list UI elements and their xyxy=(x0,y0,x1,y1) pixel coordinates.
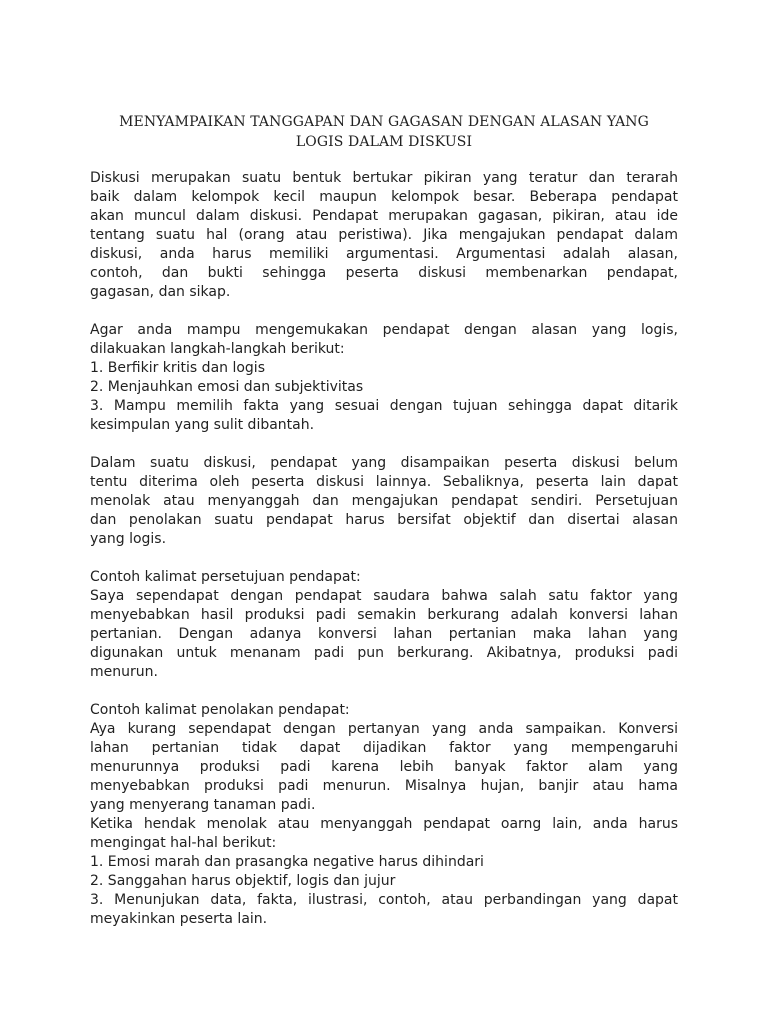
text-line: baik dalam kelompok kecil maupun kelompok besar. Beberapa pendapat xyxy=(90,189,678,205)
text-line: dan penolakan suatu pendapat harus bersifat objektif dan disertai alasan xyxy=(90,512,678,528)
text-line: 2. Sanggahan harus objektif, logis dan jujur xyxy=(90,873,396,889)
text-line: meyakinkan peserta lain. xyxy=(90,911,268,927)
text-line: Dalam suatu diskusi, pendapat yang disampaikan peserta diskusi belum xyxy=(90,455,678,471)
text-line: Agar anda mampu mengemukakan pendapat dengan alasan yang logis, xyxy=(90,322,678,338)
text-line: tentu diterima oleh peserta diskusi lainnya. Sebaliknya, peserta lain dapat xyxy=(90,474,678,490)
text-line: Ketika hendak menolak atau menyanggah pendapat oarng lain, anda harus xyxy=(90,816,678,832)
document-title xyxy=(90,112,678,152)
text-line: mengingat hal-hal berikut: xyxy=(90,835,277,851)
text-line: yang logis. xyxy=(90,531,167,547)
text-line: lahan pertanian tidak dapat dijadikan faktor yang mempengaruhi xyxy=(90,740,678,756)
text-line: Saya sependapat dengan pendapat saudara bahwa salah satu faktor yang xyxy=(90,588,678,604)
text-line: menyebabkan produksi padi menurun. Misalnya hujan, banjir atau hama xyxy=(90,778,678,794)
paragraph xyxy=(90,701,678,929)
text-line: digunakan untuk menanam padi pun berkurang. Akibatnya, produksi padi xyxy=(90,645,678,661)
text-line: Contoh kalimat persetujuan pendapat: xyxy=(90,569,361,585)
text-line: akan muncul dalam diskusi. Pendapat merupakan gagasan, pikiran, atau ide xyxy=(90,208,678,224)
title-line: LOGIS DALAM DISKUSI xyxy=(295,134,473,150)
text-line: menolak atau menyanggah dan mengajukan pendapat sendiri. Persetujuan xyxy=(90,493,678,509)
title-line: MENYAMPAIKAN TANGGAPAN DAN GAGASAN DENGAN ALASAN YANG xyxy=(119,114,649,130)
text-line: Contoh kalimat penolakan pendapat: xyxy=(90,702,350,718)
text-line: 1. Emosi marah dan prasangka negative harus dihindari xyxy=(90,854,484,870)
text-line: menyebabkan hasil produksi padi semakin berkurang adalah konversi lahan xyxy=(90,607,678,623)
text-line: diskusi, anda harus memiliki argumentasi. Argumentasi adalah alasan, xyxy=(90,246,678,262)
text-line: tentang suatu hal (orang atau peristiwa). Jika mengajukan pendapat dalam xyxy=(90,227,678,243)
text-line: pertanian. Dengan adanya konversi lahan pertanian maka lahan yang xyxy=(90,626,678,642)
text-line: Diskusi merupakan suatu bentuk bertukar pikiran yang teratur dan terarah xyxy=(90,170,678,186)
text-line: menurunnya produksi padi karena lebih banyak faktor alam yang xyxy=(90,759,678,775)
text-line: 3. Mampu memilih fakta yang sesuai dengan tujuan sehingga dapat ditarik xyxy=(90,398,678,414)
document-page xyxy=(90,112,678,948)
text-line: 2. Menjauhkan emosi dan subjektivitas xyxy=(90,379,364,395)
text-line: 3. Menunjukan data, fakta, ilustrasi, contoh, atau perbandingan yang dapat xyxy=(90,892,678,908)
text-line: gagasan, dan sikap. xyxy=(90,284,231,300)
text-line: Aya kurang sependapat dengan pertanyan yang anda sampaikan. Konversi xyxy=(90,721,678,737)
paragraph xyxy=(90,169,678,302)
paragraph xyxy=(90,454,678,549)
text-line: menurun. xyxy=(90,664,158,680)
text-line: yang menyerang tanaman padi. xyxy=(90,797,316,813)
text-line: dilakuakan langkah-langkah berikut: xyxy=(90,341,345,357)
paragraph xyxy=(90,568,678,682)
document-body xyxy=(90,169,678,929)
paragraph xyxy=(90,321,678,435)
text-line: 1. Berfikir kritis dan logis xyxy=(90,360,265,376)
text-line: kesimpulan yang sulit dibantah. xyxy=(90,417,315,433)
text-line: contoh, dan bukti sehingga peserta diskusi membenarkan pendapat, xyxy=(90,265,678,281)
